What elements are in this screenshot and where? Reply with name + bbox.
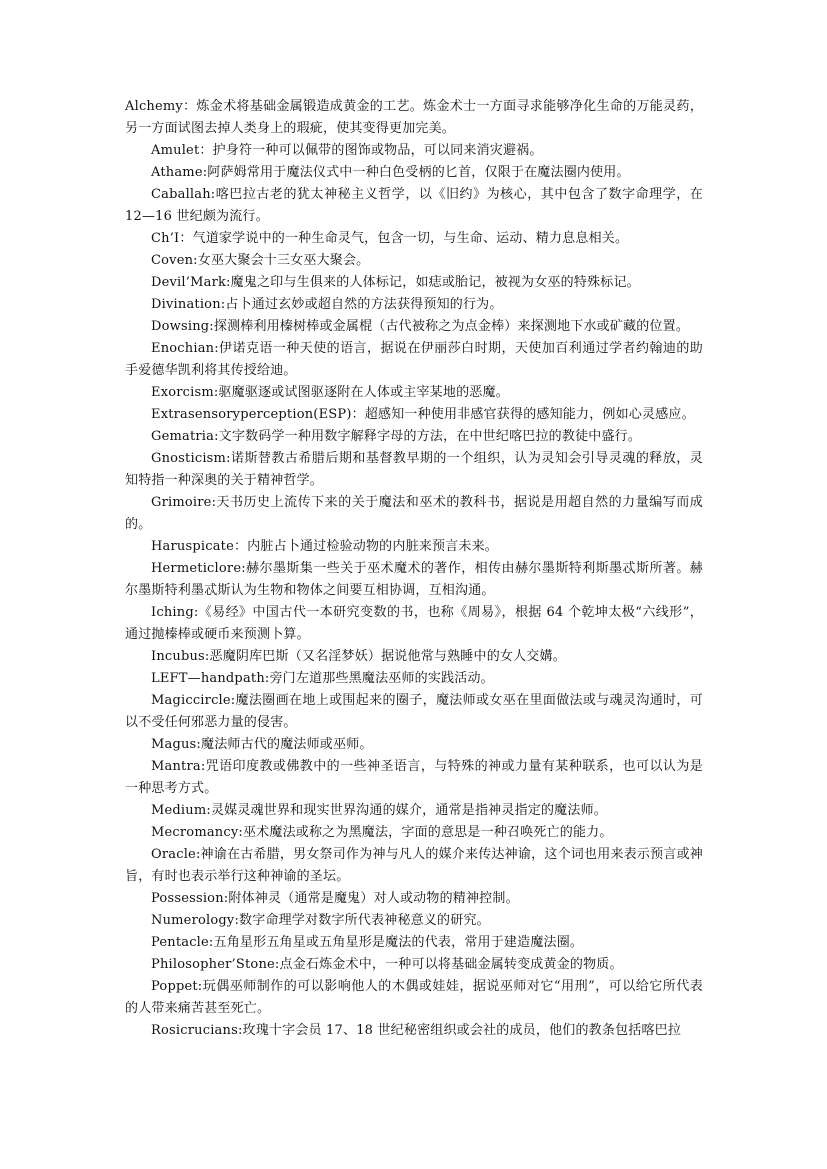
glossary-entry-numerology: Numerology:数字命理学对数字所代表神秘意义的研究。 [151,913,490,928]
glossary-entry-gematria: Gematria:文字数码学一种用数字解释字母的方法，在中世纪喀巴拉的教徒中盛行。 [151,429,642,444]
glossary-entry-philosophers-stone: Philosopher’Stone:点金石炼金术中，一种可以将基础金属转变成黄金的物质。 [151,957,623,972]
glossary-entry-caballah: Caballah:喀巴拉古老的犹太神秘主义哲学，以《旧约》为核心，其中包含了数字命理学，在 12—16 世纪颇为流行。 [125,187,703,224]
glossary-entry-esp: Extrasensoryperception(ESP)：超感知一种使用非感官获得的感知能力，例如心灵感应。 [151,407,695,422]
glossary-entry-coven: Coven:女巫大聚会十三女巫大聚会。 [151,253,370,268]
glossary-entry-chi: Ch’I：气道家学说中的一种生命灵气，包含一切，与生命、运动、精力息息相关。 [151,231,629,246]
glossary-entry-magus: Magus:魔法师古代的魔法师或巫师。 [151,737,373,752]
glossary-entry-haruspicate: Haruspicate：内脏占卜通过检验动物的内脏来预言未来。 [151,539,498,554]
glossary-entry-divination: Divination:占卜通过玄妙或超自然的方法获得预知的行为。 [151,297,503,312]
glossary-entry-medium: Medium:灵媒灵魂世界和现实世界沟通的媒介，通常是指神灵指定的魔法师。 [151,803,607,818]
glossary-body [125,96,703,1042]
glossary-entry-grimoire: Grimoire:天书历史上流传下来的关于魔法和巫术的教科书，据说是用超自然的力量编写而成的。 [125,495,703,532]
glossary-entry-amulet: Amulet：护身符一种可以佩带的图饰或物品，可以同来消灾避祸。 [151,143,543,158]
glossary-entry-dowsing: Dowsing:探测棒利用榛树棒或金属棍（古代被称之为点金棒）来探测地下水或矿藏的位置。 [151,319,690,334]
glossary-entry-iching: Iching:《易经》中国古代一本研究变数的书，也称《周易》，根据 64 个乾坤太极“六线形”，通过抛榛棒或硬币来预测卜算。 [125,605,703,642]
glossary-entry-alchemy: Alchemy：炼金术将基础金属锻造成黄金的工艺。炼金术士一方面寻求能够净化生命的万能灵药，另一方面试图去掉人类身上的瑕疵，使其变得更加完美。 [125,99,703,136]
glossary-entry-rosicrucians: Rosicrucians:玫瑰十字会员 17、18 世纪秘密组织或会社的成员，他们的教条包括喀巴拉 [151,1023,682,1038]
glossary-entry-enochian: Enochian:伊诺克语一种天使的语言，据说在伊丽莎白时期，天使加百利通过学者约翰迪的助手爱德华凯利将其传授给迪。 [125,341,703,378]
glossary-entry-mantra: Mantra:咒语印度教或佛教中的一些神圣语言，与特殊的神或力量有某种联系，也可以认为是一种思考方式。 [125,759,703,796]
glossary-entry-hermeticlore: Hermeticlore:赫尔墨斯集一些关于巫术魔术的著作，相传由赫尔墨斯特利斯墨忒斯所著。赫尔墨斯特利墨忒斯认为生物和物体之间要互相协调，互相沟通。 [125,561,703,598]
glossary-entry-pentacle: Pentacle:五角星形五角星或五角星形是魔法的代表，常用于建造魔法圈。 [151,935,584,950]
glossary-entry-athame: Athame:阿萨姆常用于魔法仪式中一种白色受柄的匕首，仅限于在魔法圈内使用。 [151,165,630,180]
glossary-entry-possession: Possession:附体神灵（通常是魔鬼）对人或动物的精神控制。 [151,891,519,906]
glossary-entry-oracle: Oracle:神谕在古希腊，男女祭司作为神与凡人的媒介来传达神谕，这个词也用来表示预言或神旨，有时也表示举行这种神谕的圣坛。 [125,847,703,884]
glossary-entry-incubus: Incubus:恶魔阴库巴斯（又名淫梦妖）据说他常与熟睡中的女人交媾。 [151,649,566,664]
glossary-entry-exorcism: Exorcism:驱魔驱逐或试图驱逐附在人体或主宰某地的恶魔。 [151,385,509,400]
glossary-entry-mecromancy: Mecromancy:巫术魔法或称之为黑魔法，字面的意思是一种召唤死亡的能力。 [151,825,613,840]
glossary-entry-left-handpath: LEFT—handpath:旁门左道那些黑魔法巫师的实践活动。 [151,671,494,686]
glossary-entry-gnosticism: Gnosticism:诺斯替教古希腊后期和基督教早期的一个组织，认为灵知会引导灵魂的释放，灵知特指一种深奥的关于精神哲学。 [125,451,703,488]
glossary-entry-poppet: Poppet:玩偶巫师制作的可以影响他人的木偶或娃娃，据说巫师对它“用刑”，可以给它所代表的人带来痛苦甚至死亡。 [125,979,703,1016]
glossary-entry-devils-mark: Devil’Mark:魔鬼之印与生俱来的人体标记，如痣或胎记，被视为女巫的特殊标记。 [151,275,640,290]
glossary-entry-magiccircle: Magiccircle:魔法圈画在地上或围起来的圈子，魔法师或女巫在里面做法或与魂灵沟通时，可以不受任何邪恶力量的侵害。 [125,693,703,730]
